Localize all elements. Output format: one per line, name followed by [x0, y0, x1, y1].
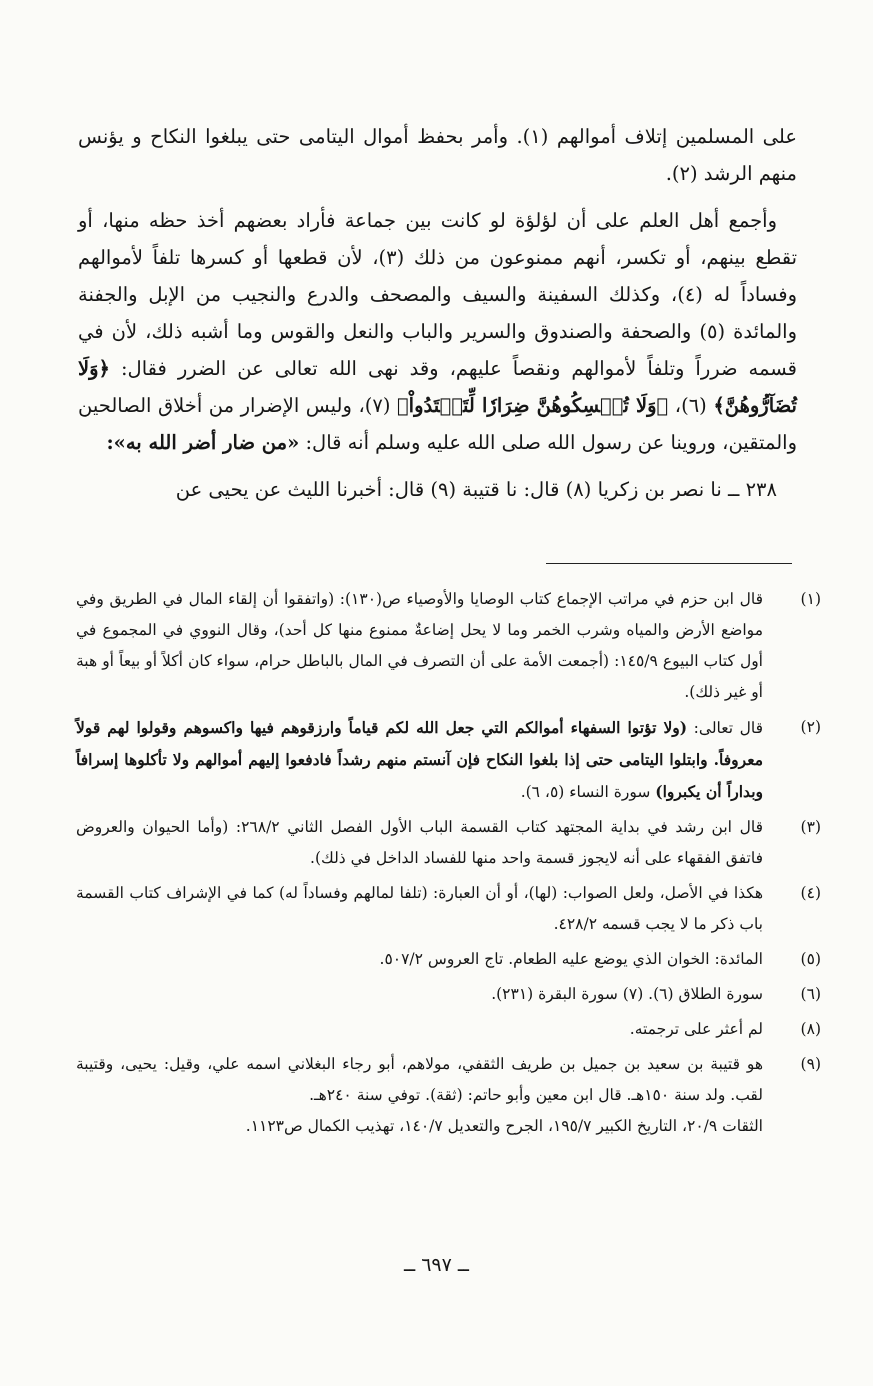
footnotes	[76, 584, 821, 1146]
footnote-2-verse: (ولا تؤتوا السفهاء أموالكم التي جعل الله لكم قياماً وارزقوهم فيها واكسوهم وقولوا لهم قولاً معروفاً. وابتلوا اليتامى حتى إذا بلغوا النكاح فإن آنستم منهم رشداً فادفعوا إليهم أموالهم ولا تأكلوها إسرافاً وبداراً أن يكبروا)	[76, 718, 763, 801]
hadith-chain: ٢٣٨ ــ نا نصر بن زكريا (٨) قال: نا قتيبة (٩) قال: أخبرنا الليث عن يحيى عن	[175, 478, 777, 501]
footnote-2-intro: قال تعالى:	[693, 719, 763, 737]
footnote-text: قال ابن رشد في بداية المجتهد كتاب القسمة الباب الأول الفصل الثاني ٢٦٨/٢: (وأما الحيوان والعروض فاتفق الفقهاء على أنه لايجوز قسمة واحد منها للفساد الداخل في ذلك).	[76, 818, 763, 867]
footnote-number: (٦)	[800, 985, 821, 1003]
footnote-2	[76, 712, 821, 808]
footnote-9-sources: الثقات ٢٠/٩، التاريخ الكبير ١٩٥/٧، الجرح والتعديل ١٤٠/٧، تهذيب الكمال ص١١٢٣.	[245, 1117, 763, 1135]
footnote-number: (٩)	[800, 1055, 821, 1073]
footnote-text: لم أعثر على ترجمته.	[629, 1020, 763, 1038]
footnote-number: (٨)	[800, 1020, 821, 1038]
paragraph-2-text: وأجمع أهل العلم على أن لؤلؤة لو كانت بين جماعة فأراد بعضهم أخذ حظه منها، أو تقطع بينهم، أو تكسر، أنهم ممنوعون من ذلك (٣)، لأن قطعها أو كسرها تلفاً لأموالهم وفساداً له (٤)، وكذلك السفينة والسيف والمصحف والدرع والنجيب من الإبل والجفنة والمائدة (٥) والصحفة والصندوق والسرير والباب والنعل والقوس وما أشبه ذلك، لأن في قسمه ضرراً وتلفاً لأموالهم ونقصاً عليهم، وقد نهى الله تعالى عن الضرر فقال:	[78, 209, 798, 380]
footnote-text	[76, 712, 763, 808]
main-text	[78, 118, 797, 518]
paragraph-2	[78, 202, 797, 461]
footnote-9-bio: هو قتيبة بن سعيد بن جميل بن طريف الثقفي، مولاهم، أبو رجاء البغلاني اسمه علي، وقيل: يحيى، وقتيبة لقب. ولد سنة ١٥٠هـ. قال ابن معين وأبو حاتم: (ثقة). توفي سنة ٢٤٠هـ.	[76, 1055, 764, 1104]
paragraph-1: على المسلمين إتلاف أموالهم (١). وأمر بحفظ أموال اليتامى حتى يبلغوا النكاح و يؤنس منهم الرشد (٢).	[78, 125, 798, 185]
footnote-9	[76, 1049, 821, 1142]
footnote-6-7	[76, 979, 821, 1010]
footnote-2-ref: سورة النساء (٥، ٦).	[520, 783, 651, 801]
footnote-text: هكذا في الأصل، ولعل الصواب: (لها)، أو أن العبارة: (تلفا لمالهم وفساداً له) كما في الإشراف كتاب القسمة باب ذكر ما لا يجب قسمه ٤٢٨/٢.	[76, 884, 763, 933]
quran-verse-2: ﴿وَلَا تُمۡسِكُوهُنَّ ضِرَارٗا لِّتَعۡتَدُواْ﴾	[396, 394, 669, 417]
paragraph-2-continuation: وليس الإضرار من أخلاق الصالحين والمتقين، وروينا عن رسول الله صلى الله عليه وسلم أنه قال:	[78, 394, 797, 454]
hadith-quote: «من ضار أضر الله به»:	[106, 431, 300, 454]
footnote-4	[76, 878, 821, 940]
footnote-3	[76, 812, 821, 874]
quran-verse-1: ﴿وَلَا تُضَآرُّوهُنَّ﴾	[78, 357, 797, 417]
verse-2-ref: (٧)،	[358, 394, 391, 417]
footnote-text	[76, 1049, 763, 1142]
page-number: ــ ٦٩٧ ــ	[404, 1254, 469, 1276]
footnote-number: (٤)	[800, 884, 821, 902]
footnote-number: (٣)	[800, 818, 821, 836]
footnote-text: سورة الطلاق (٦). (٧) سورة البقرة (٢٣١).	[491, 985, 763, 1003]
footnote-1	[76, 584, 821, 708]
footnote-text: المائدة: الخوان الذي يوضع عليه الطعام. تاج العروس ٥٠٧/٢.	[379, 950, 763, 968]
footnote-separator	[546, 563, 792, 564]
footnote-number: (٢)	[800, 718, 821, 736]
footnote-number: (٥)	[800, 950, 821, 968]
footnote-number: (١)	[800, 590, 821, 608]
verse-1-ref: (٦)،	[674, 394, 707, 417]
footnote-5	[76, 944, 821, 975]
footnote-text: قال ابن حزم في مراتب الإجماع كتاب الوصايا والأوصياء ص(١٣٠): (واتفقوا أن إلقاء المال في الطريق وفي مواضع الأرض والمياه وشرب الخمر وما لا يحل إضاعةٌ ممنوع منها كل أحد)، وقال النووي في المجموع في أول كتاب البيوع ١٤٥/٩: (أجمعت الأمة على أن التصرف في المال بالباطل حرام، سواء كان أكلاً أو بيعاً أو هبة أو غير ذلك).	[76, 590, 763, 701]
footnote-8	[76, 1014, 821, 1045]
